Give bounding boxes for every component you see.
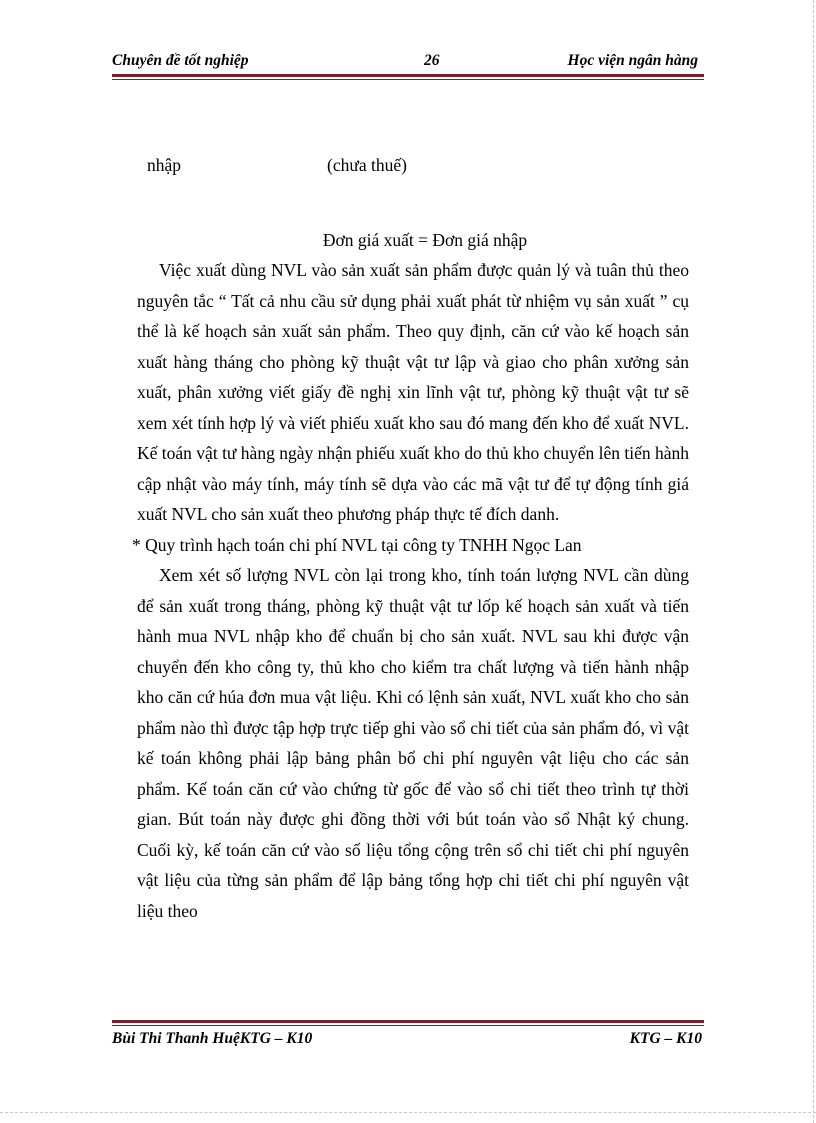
footer-rule-thick	[112, 1020, 704, 1023]
formula-continuation-line	[137, 150, 689, 181]
page-border-bottom	[0, 1112, 816, 1113]
document-body	[132, 150, 689, 926]
page-border-right	[813, 0, 814, 1123]
header-rule-thick	[112, 74, 704, 77]
header-right-title: Học viện ngân hàng	[567, 52, 698, 69]
header-rule-thin	[112, 79, 704, 80]
paragraph-2: Xem xét số lượng NVL còn lại trong kho, tính toán lượng NVL cần dùng để sản xuất trong tháng, phòng kỹ thuật vật tư lốp kế hoạch sản xuất và tiến hành mua NVL nhập kho để chuẩn bị cho sản xuất. NVL sau khi được vận chuyển đến kho công ty, thủ kho cho kiểm tra chất lượng và tiến hành nhập kho căn cứ húa đơn mua vật liệu. Khi có lệnh sản xuất, NVL xuất kho cho sản phẩm nào thì được tập hợp trực tiếp ghi vào sổ chi tiết của sản phẩm đó, vì vật kế toán không phải lập bảng phân bổ chi phí nguyên vật liệu cho các sản phẩm. Kế toán căn cứ vào chứng từ gốc để vào sổ chi tiết theo trình tự thời gian. Bút toán này được ghi đồng thời với bút toán vào sổ Nhật ký chung. Cuối kỳ, kế toán căn cứ vào số liệu tổng cộng trên sổ chi tiết chi phí nguyên vật liệu của từng sản phẩm để lập bảng tổng hợp chi tiết chi phí nguyên vật liệu theo	[137, 565, 689, 921]
page-number: 26	[424, 52, 440, 69]
note-line: * Quy trình hạch toán chi phí NVL tại công ty TNHH Ngọc Lan	[132, 534, 582, 555]
formula-right-text: (chưa thuế)	[327, 155, 407, 175]
paragraph-1: Việc xuất dùng NVL vào sản xuất sản phẩm được quản lý và tuân thủ theo nguyên tắc “ Tất cả nhu cầu sử dụng phải xuất phát từ nhiệm vụ sản xuất ” cụ thể là kế hoạch sản xuất sản phẩm. Theo quy định, căn cứ vào kế hoạch sản xuất hàng tháng cho phòng kỹ thuật vật tư lập và giao cho phân xưởng sản xuất, phân xưởng viết giấy đề nghị xin lĩnh vật tư, phòng kỹ thuật vật tư sẽ xem xét tính hợp lý và viết phiếu xuất kho sau đó mang đến kho để xuất NVL. Kế toán vật tư hàng ngày nhận phiếu xuất kho do thủ kho chuyển lên tiến hành cập nhật vào máy tính, máy tính sẽ dựa vào các mã vật tư để tự động tính giá xuất NVL cho sản xuất theo phương pháp thực tế đích danh.	[137, 260, 689, 524]
formula-centered: Đơn giá xuất = Đơn giá nhập	[322, 229, 528, 250]
footer-class: KTG – K10	[629, 1030, 702, 1047]
page-footer	[112, 1030, 704, 1054]
header-left-title: Chuyên đề tốt nghiệp	[112, 52, 249, 69]
formula-left-text: nhập	[147, 155, 182, 175]
footer-rule-thin	[112, 1025, 704, 1026]
footer-author: Bùi Thi Thanh HuệKTG – K10	[112, 1030, 313, 1047]
page-header	[112, 50, 702, 76]
